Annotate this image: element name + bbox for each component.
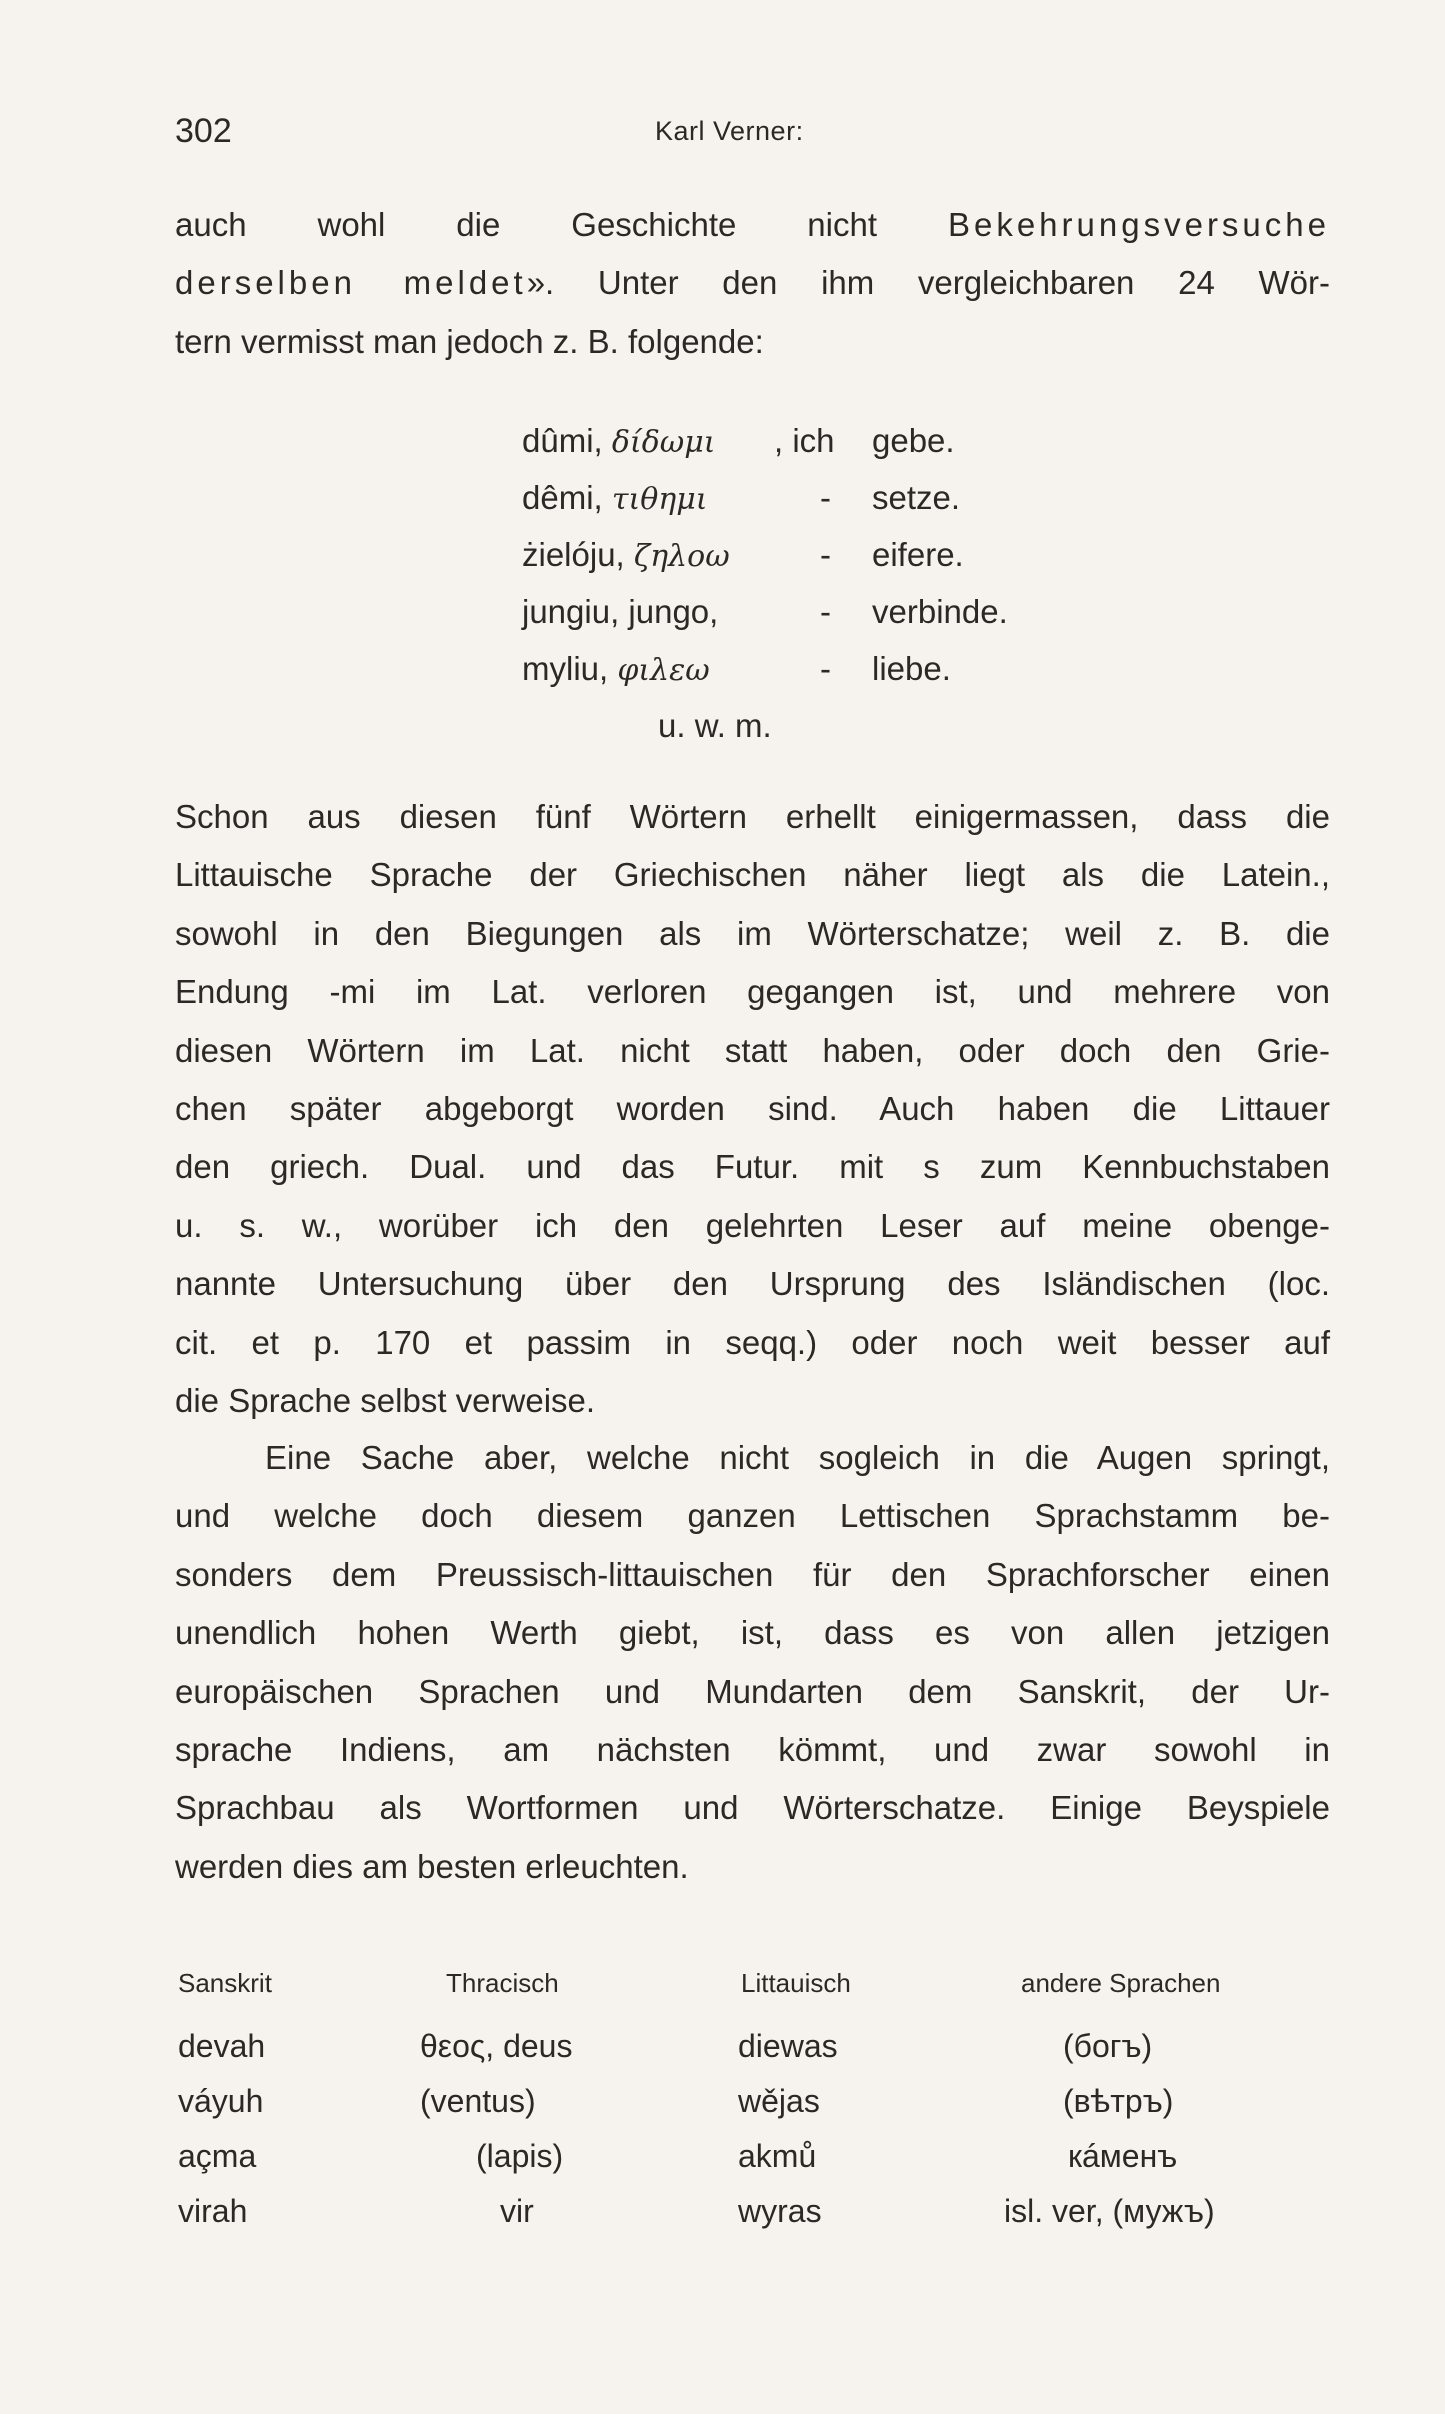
example-row — [522, 583, 1082, 640]
paragraph-1-line-1: auch wohl die Geschichte nicht Bekehrungsversuche — [175, 206, 1330, 243]
paragraph-line: nannte Untersuchung über den Ursprung des Isländischen (loc. — [175, 1265, 1330, 1303]
example-dash: - — [820, 650, 831, 687]
paragraph-line: europäischen Sprachen und Mundarten dem Sanskrit, der Ur- — [175, 1672, 1330, 1710]
paragraph-1-line-3: tern vermisst man jedoch z. B. folgende: — [175, 322, 764, 360]
emphasized-text: Bekehrungsversuche — [947, 206, 1330, 243]
example-row — [522, 526, 1082, 583]
example-word: żielóju, ζηλοω — [522, 536, 730, 574]
table-cell: (lapis) — [476, 2138, 564, 2174]
paragraph-line: Littauische Sprache der Griechischen näher liegt als die Latein., — [175, 856, 1330, 894]
paragraph-1 — [175, 196, 1330, 371]
paragraph-line: die Sprache selbst verweise. — [175, 1382, 596, 1420]
table-cell: (ventus) — [420, 2083, 536, 2119]
example-translation: verbinde. — [872, 593, 1008, 630]
table-row — [178, 2193, 1308, 2248]
column-header: Littauisch — [741, 1968, 851, 1998]
page-header — [175, 112, 1325, 152]
paragraph-line: Schon aus diesen fünf Wörtern erhellt einigermassen, dass die — [175, 798, 1330, 835]
paragraph-2 — [175, 788, 1330, 1430]
column-header: Thracisch — [446, 1968, 559, 1998]
example-row — [522, 640, 1082, 697]
paragraph-line: werden dies am besten erleuchten. — [175, 1847, 689, 1885]
table-cell: (богъ) — [1063, 2028, 1153, 2064]
paragraph-line: Endung -mi im Lat. verloren gegangen ist, und mehrere von — [175, 973, 1330, 1011]
example-translation: liebe. — [872, 650, 951, 687]
paragraph-line: diesen Wörtern im Lat. nicht statt haben, oder doch den Grie- — [175, 1031, 1330, 1069]
table-cell: кáменъ — [1068, 2138, 1178, 2174]
comparison-table — [178, 1968, 1308, 2248]
paragraph-line: und welche doch diesem ganzen Lettischen Sprachstamm be- — [175, 1497, 1330, 1535]
emphasized-text: derselben meldet — [175, 264, 527, 302]
paragraph-line: den griech. Dual. und das Futur. mit s zum Kennbuchstaben — [175, 1148, 1330, 1186]
example-row — [522, 412, 1082, 469]
example-translation: gebe. — [872, 422, 955, 459]
paragraph-line: unendlich hohen Werth giebt, ist, dass es von allen jetzigen — [175, 1614, 1330, 1652]
paragraph-line: cit. et p. 170 et passim in seqq.) oder noch weit besser auf — [175, 1323, 1330, 1361]
table-cell: virah — [178, 2193, 248, 2229]
example-dash: - — [820, 593, 831, 630]
table-cell: vir — [500, 2193, 534, 2229]
example-translation: setze. — [872, 479, 961, 516]
running-head: Karl Verner: — [655, 116, 804, 146]
paragraph-line: Eine Sache aber, welche nicht sogleich in die Augen springt, — [265, 1439, 1330, 1476]
examples-etc: u. w. m. — [658, 707, 772, 744]
example-word: dêmi, τιθημι — [522, 479, 708, 517]
table-cell: θεος, deus — [420, 2028, 573, 2064]
example-word: dûmi, δίδωμι — [522, 422, 716, 460]
table-row — [178, 2028, 1308, 2083]
example-dash: , ich — [774, 422, 835, 459]
paragraph-line: u. s. w., worüber ich den gelehrten Leser auf meine obenge- — [175, 1206, 1330, 1244]
paragraph-line: chen später abgeborgt worden sind. Auch haben die Littauer — [175, 1090, 1330, 1128]
example-word: jungiu, jungo, — [522, 593, 719, 630]
table-cell: wyras — [738, 2193, 822, 2229]
paragraph-line: sowohl in den Biegungen als im Wörterschatze; weil z. B. die — [175, 914, 1330, 952]
paragraph-1-line-2: derselben meldet». Unter den ihm vergleichbaren 24 Wör- — [175, 264, 1330, 302]
column-header: andere Sprachen — [1021, 1968, 1221, 1998]
example-translation: eifere. — [872, 536, 964, 573]
table-cell: diewas — [738, 2028, 838, 2064]
table-cell: açma — [178, 2138, 257, 2174]
paragraph-line: Sprachbau als Wortformen und Wörterschatze. Einige Beyspiele — [175, 1789, 1330, 1827]
example-row — [522, 469, 1082, 526]
example-dash: - — [820, 536, 831, 573]
column-header: Sanskrit — [178, 1968, 272, 1998]
table-cell: wějas — [738, 2083, 820, 2119]
example-row-etc — [522, 697, 1082, 754]
table-cell: (вѣтръ) — [1063, 2083, 1174, 2119]
paragraph-line: sprache Indiens, am nächsten kömmt, und zwar sowohl in — [175, 1731, 1330, 1769]
table-header-row — [178, 1968, 1308, 2028]
table-cell: akmů — [738, 2138, 817, 2174]
table-row — [178, 2138, 1308, 2193]
table-cell: devah — [178, 2028, 266, 2064]
paragraph-3 — [175, 1429, 1330, 1896]
example-list — [522, 412, 1082, 754]
table-row — [178, 2083, 1308, 2138]
paragraph-line: sonders dem Preussisch-littauischen für den Sprachforscher einen — [175, 1555, 1330, 1593]
example-word: myliu, φιλεω — [522, 650, 710, 688]
table-cell: isl. ver, (мужъ) — [1004, 2193, 1215, 2229]
page-number: 302 — [175, 112, 232, 150]
example-dash: - — [820, 479, 831, 516]
table-cell: váyuh — [178, 2083, 264, 2119]
